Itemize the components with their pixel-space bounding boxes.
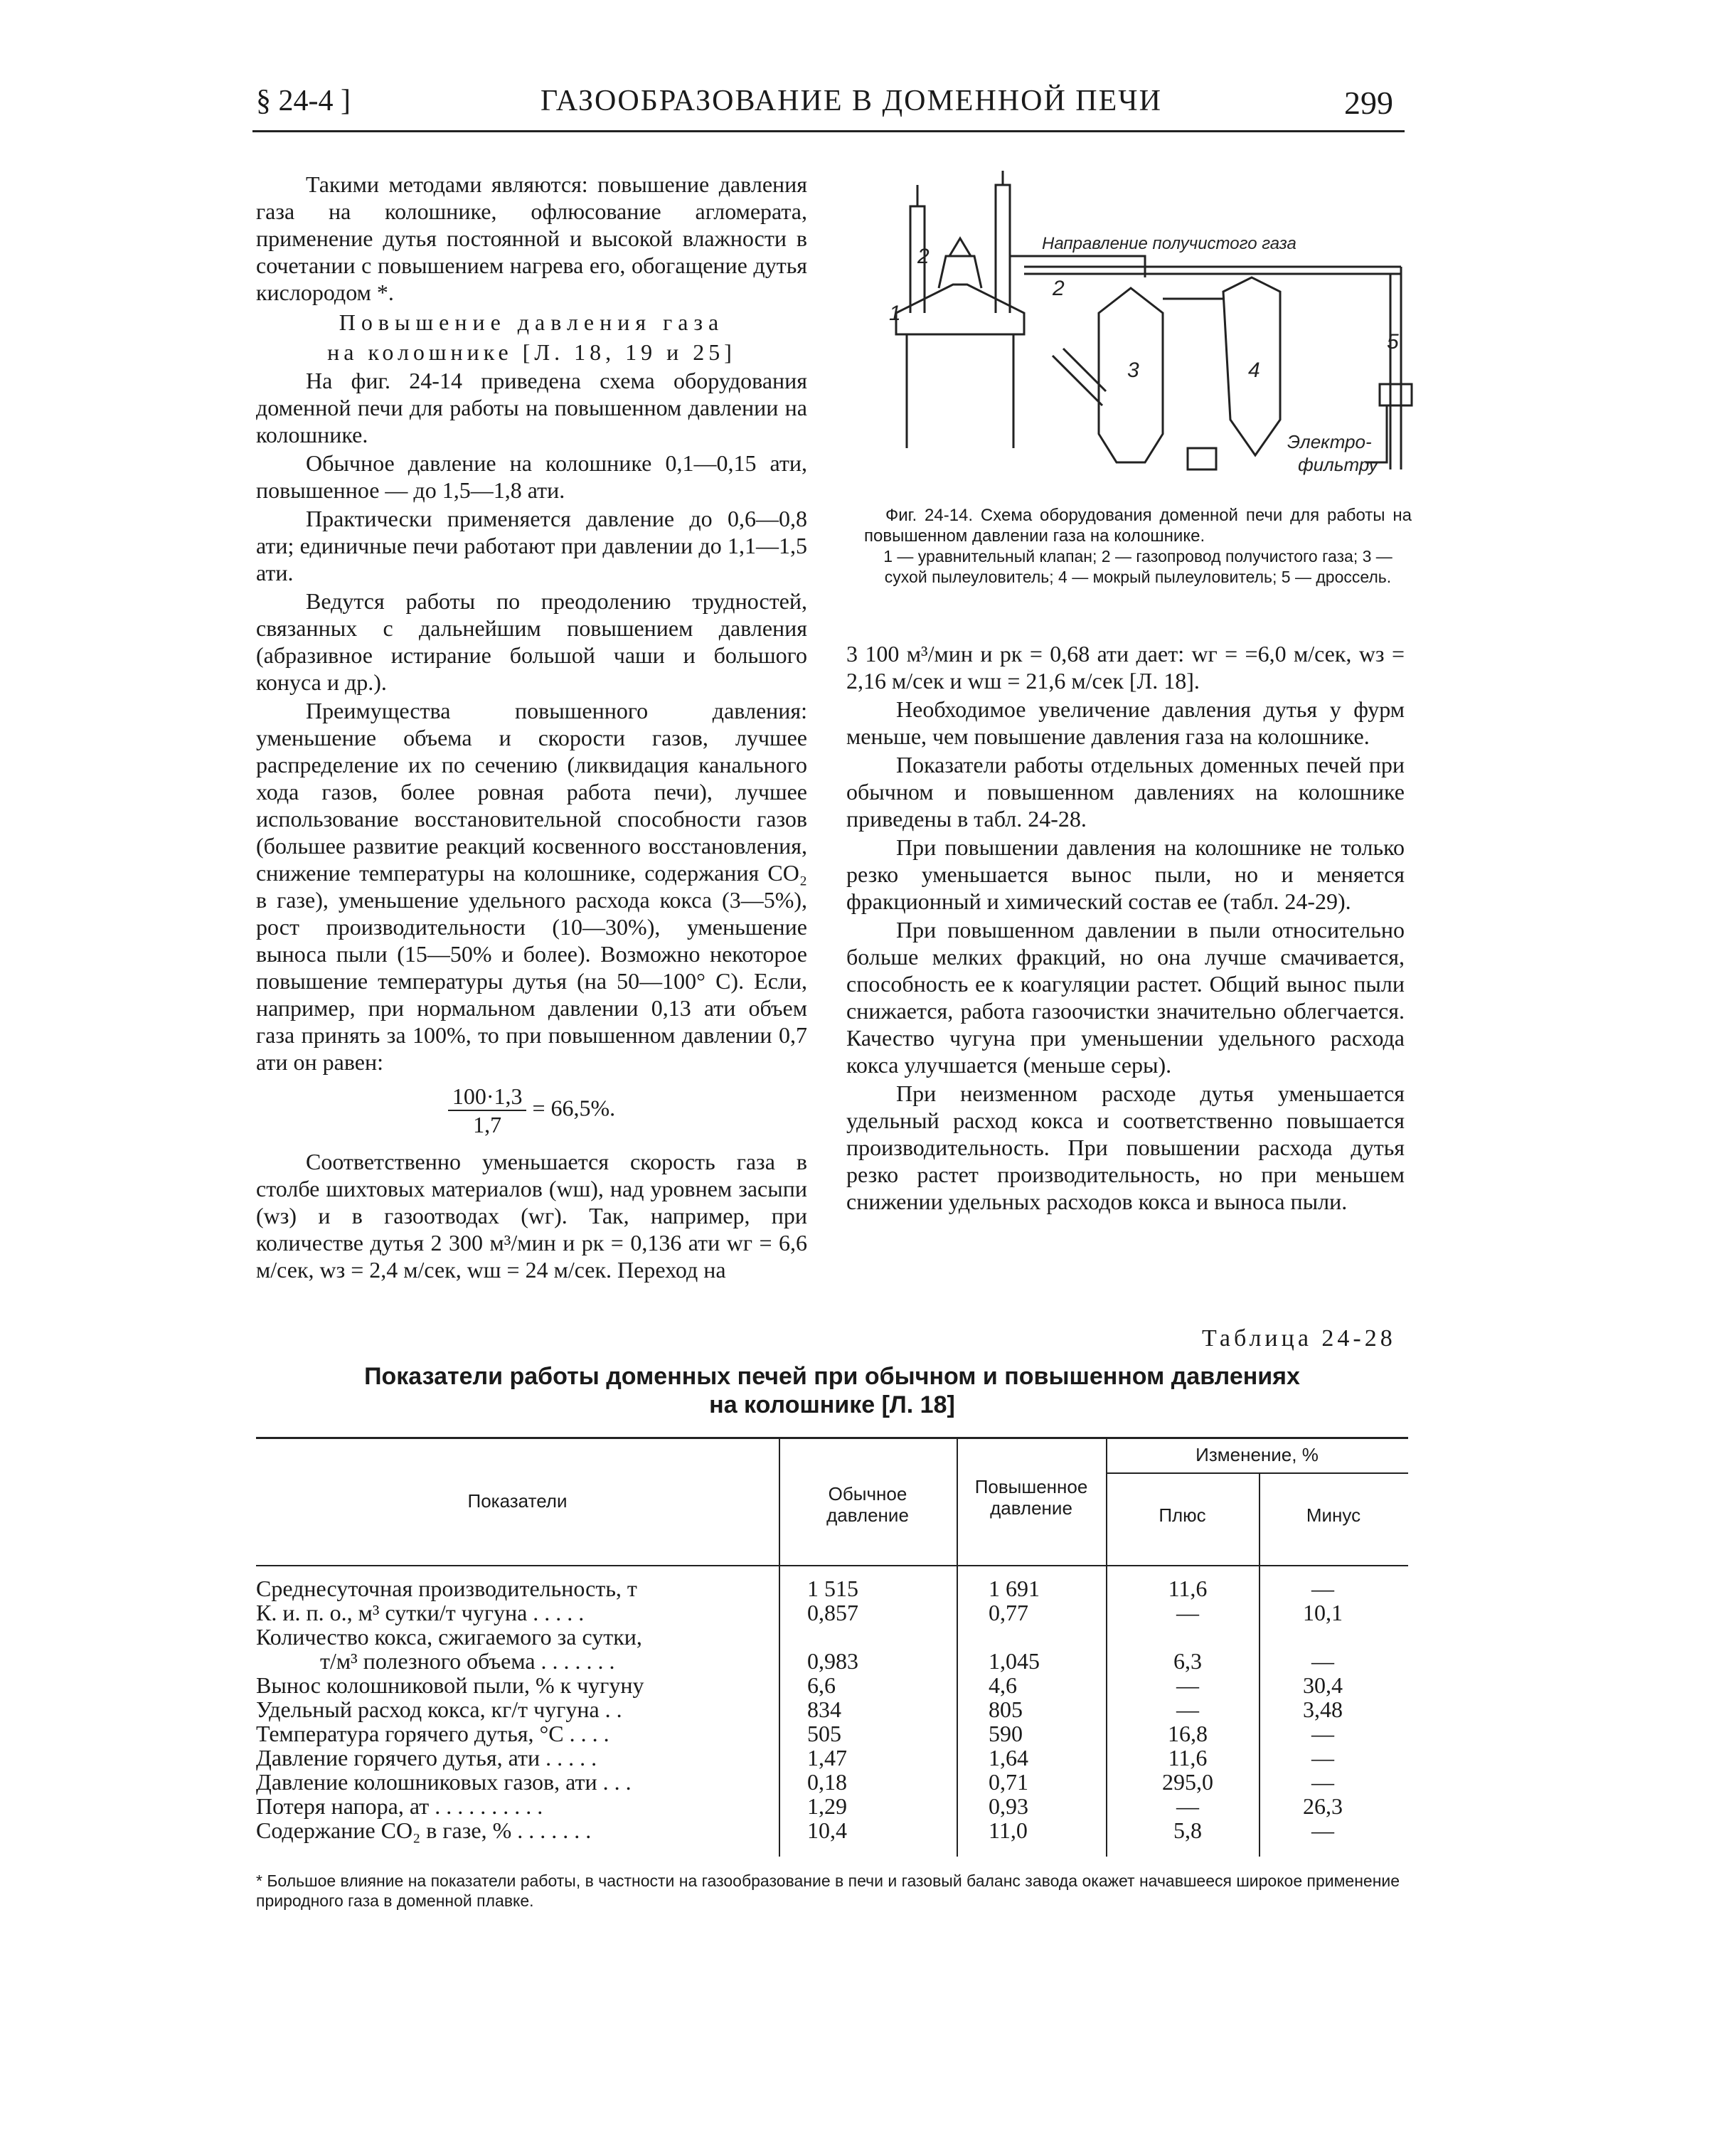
header-change: Изменение, % [1196,1444,1319,1465]
table-row [256,1817,1408,1843]
table-title-line-2: на колошнике [Л. 18] [709,1391,955,1418]
formula-numerator: 100·1,3 [448,1083,527,1111]
cell-raised: 4,6 [989,1672,1017,1698]
cell-plus: 5,8 [1173,1817,1202,1843]
cell-normal: 6,6 [807,1672,836,1698]
label-5: 5 [1387,330,1399,354]
furnace-top [896,285,1024,334]
page-number: 299 [1344,85,1393,121]
header-normal-line-2: давление [826,1504,909,1526]
fraction [448,1083,527,1138]
cell-raised: 0,93 [989,1793,1028,1819]
cell-indicator: К. и. п. о., м³ сутки/т чугуна . . . . . [256,1600,585,1625]
cell-normal: 0,18 [807,1769,847,1795]
paragraph: Такими методами являются: повышение давления газа на колошнике, офлюсование агломерата, применение дутья постоянной и высокой влажности в сочетании с повышением нагрева его, обогащение дутья кислородом *. [256,171,807,305]
paragraph: На фиг. 24-14 приведена схема оборудования доменной печи для работы на повышенном давлении на колошнике. [256,368,807,447]
cell-raised: 1,64 [989,1745,1028,1771]
table-row [256,1672,1408,1698]
cell-raised: 1,045 [989,1648,1040,1674]
header-plus: Плюс [1159,1504,1206,1526]
formula [256,1083,807,1138]
cell-indicator: Количество кокса, сжигаемого за сутки, [256,1624,642,1650]
cell-raised: 0,77 [989,1600,1028,1625]
pump [1188,448,1216,469]
cell-indicator: Вынос колошниковой пыли, % к чугуну [256,1672,644,1698]
caption-legend: 1 — уравнительный клапан; 2 — газопровод получистого газа; 3 — сухой пылеуловитель; 4 — мокрый пылеуловитель; 5 — дроссель. [883,547,1392,586]
electrofilter-label-2: фильтру [1298,454,1378,475]
gas-main-2 [1024,267,1401,274]
cell-plus: 6,3 [1173,1648,1202,1674]
table-title [256,1362,1408,1419]
paragraph: Обычное давление на колошнике 0,1—0,15 ати, повышенное — до 1,5—1,8 ати. [256,450,807,503]
table-row [256,1721,1408,1746]
paragraph: При повышении давления на колошнике не только резко уменьшается вынос пыли, но и меняется фракционный и химический состав ее (табл. 24-29). [846,834,1405,914]
uptake-right [996,185,1010,313]
header-indicator: Показатели [467,1490,568,1512]
electrofilter-label-1: Электро- [1287,431,1372,452]
paragraph: Преимущества повышенного давления: уменьшение объема и скорости газов, лучшее распределение их по сечению (ликвидация канального хода газов, более ровная работа печи), лучшее использование восстановительной способности газов (большее развитие реакций косвенного восстановления, снижение температуры на колошнике, содержания CO₂ в газе), уменьшение удельного расхода кокса (3—5%), рост производительности (10—30%), уменьшение выноса пыли (15—50% и более). Возможно некоторое повышение температуры дутья (на 50—100° С). Если, например, при нормальном давлении 0,13 ати объем газа принять за 100%, то при повышенном давлении 0,7 ати он равен: [256,698,807,1075]
cell-normal: 1,29 [807,1793,847,1819]
section-number: § 24-4 ] [256,85,351,117]
label-2b: 2 [1053,277,1065,300]
cell-minus: 30,4 [1303,1672,1343,1698]
subsection-title-line-2: на колошнике [Л. 18, 19 и 25] [327,339,736,365]
cell-indicator: Содержание CO₂ в газе, % . . . . . . . [256,1817,592,1843]
cell-minus: 3,48 [1303,1697,1343,1722]
header-raised-line-1: Повышенное [974,1476,1088,1497]
figure-caption [864,505,1412,588]
header-raised-line-2: давление [990,1497,1072,1519]
throttle [1380,384,1412,405]
cell-plus: 11,6 [1168,1576,1208,1601]
cell-normal: 1,47 [807,1745,847,1771]
cell-plus: — [1176,1600,1199,1625]
caption-title: Фиг. 24-14. Схема оборудования доменной печи для работы на повышенном давлении газа на колошнике. [864,506,1412,546]
figure-24-14 [889,171,1415,505]
cell-plus: — [1176,1793,1199,1819]
cell-normal: 505 [807,1721,841,1746]
cell-normal: 1 515 [807,1576,858,1601]
table-row [256,1697,1408,1722]
cell-minus: — [1311,1648,1334,1674]
cell-indicator: т/м³ полезного объема . . . . . . . [320,1648,615,1674]
footnote: * Большое влияние на показатели работы, в частности на газообразование в печи и газовый баланс завода окажет начавшееся широкое применение природного газа в доменной плавке. [256,1872,1400,1910]
label-2: 2 [917,245,930,268]
cell-plus: 295,0 [1162,1769,1213,1795]
cell-plus: — [1176,1672,1199,1698]
paragraph: Показатели работы отдельных доменных печей при обычном и повышенном давлениях на колошнике приведены в табл. 24-28. [846,752,1405,832]
cell-indicator: Среднесуточная производительность, т [256,1576,637,1601]
cell-indicator: Давление колошниковых газов, ати . . . [256,1769,632,1795]
paragraph: При неизменном расходе дутья уменьшается удельный расход кокса и соответственно повышается производительность. При повышении расхода дутья резко растет производительность, но при меньшем снижении удельных расходов кокса и выноса пыли. [846,1081,1405,1214]
table-row [256,1769,1408,1795]
label-4: 4 [1248,359,1260,382]
subsection-title-line-1: Повышение давления газа [339,309,725,335]
cell-normal: 10,4 [807,1817,847,1843]
cell-normal: 834 [807,1697,841,1722]
table-row [256,1576,1408,1601]
paragraph: Ведутся работы по преодолению трудностей, связанных с дальнейшим повышением давления (абразивное истирание большой чаши и большого конуса и др.). [256,588,807,695]
header-normal-line-1: Обычное [828,1483,907,1504]
cell-minus: — [1311,1745,1334,1771]
gas-riser [1390,267,1401,469]
label-3: 3 [1127,359,1139,382]
header-rule [252,130,1405,132]
left-column [256,171,807,1285]
charging-apparatus [939,256,981,288]
cell-normal: 0,857 [807,1600,858,1625]
cell-minus: 26,3 [1303,1793,1343,1819]
cell-raised: 1 691 [989,1576,1040,1601]
header-raised [957,1476,1106,1519]
cell-minus: — [1311,1817,1334,1843]
direction-label: Направление получистого газа [1042,234,1296,253]
table-row [256,1648,1408,1674]
table-top-rule [256,1437,1408,1439]
cell-plus: — [1176,1697,1199,1722]
furnace-shaft [907,334,1013,448]
header-normal [779,1483,957,1526]
cell-raised: 0,71 [989,1769,1028,1795]
table-header-rule [256,1565,1408,1566]
right-column [846,640,1405,1216]
cell-indicator: Температура горячего дутья, °С . . . . [256,1721,609,1746]
cell-minus: — [1311,1721,1334,1746]
bleeder [917,171,1003,206]
table-title-line-1: Показатели работы доменных печей при обычном и повышенном давлениях [364,1363,1300,1390]
table-row [256,1745,1408,1771]
cell-indicator: Потеря напора, ат . . . . . . . . . . [256,1793,543,1819]
cell-raised: 11,0 [989,1817,1028,1843]
running-title: ГАЗООБРАЗОВАНИЕ В ДОМЕННОЙ ПЕЧИ [540,85,1162,117]
table-row [256,1793,1408,1819]
cell-indicator: Удельный расход кокса, кг/т чугуна . . [256,1697,622,1722]
blast-furnace-diagram [889,171,1415,505]
cell-minus: — [1311,1576,1334,1601]
cell-raised: 590 [989,1721,1023,1746]
paragraph: 3 100 м³/мин и pк = 0,68 ати дает: wг = =6,0 м/сек, wз = 2,16 м/сек и wш = 21,6 м/сек [Л. 18]. [846,641,1405,694]
formula-result: = 66,5%. [532,1095,616,1121]
paragraph: Необходимое увеличение давления дутья у фурм меньше, чем повышение давления газа на колошнике. [846,696,1405,749]
cell-raised: 805 [989,1697,1023,1722]
cell-plus: 16,8 [1168,1721,1208,1746]
table-change-rule [1106,1472,1408,1474]
cell-indicator: Давление горячего дутья, ати . . . . . [256,1745,597,1771]
cell-plus: 11,6 [1168,1745,1208,1771]
paragraph: Практически применяется давление до 0,6—0,8 ати; единичные печи работают при давлении до 1,1—1,5 ати. [256,506,807,585]
cell-normal: 0,983 [807,1648,858,1674]
table-row [256,1600,1408,1625]
header-minus: Минус [1306,1504,1361,1526]
cone [949,238,971,256]
paragraph: При повышенном давлении в пыли относительно больше мелких фракций, но она лучше смачивается, способность ее к коагуляции растет. Общий вынос пыли снижается, работа газоочистки значительно облегчается. Качество чугуна при уменьшении удельного расхода кокса улучшается (меньше серы). [846,917,1405,1078]
cell-minus: 10,1 [1303,1600,1343,1625]
formula-denominator: 1,7 [473,1112,502,1137]
table-row [256,1624,1408,1650]
table-24-28 [256,1437,1408,1857]
paragraph: Соответственно уменьшается скорость газа в столбе шихтовых материалов (wш), над уровнем засыпи (wз) и в газоотводах (wг). Так, например, при количестве дутья 2 300 м³/мин и pк = 0,136 ати wг = 6,6 м/сек, wз = 2,4 м/сек, wш = 24 м/сек. Переход на [256,1149,807,1283]
label-1: 1 [889,302,901,325]
cell-minus: — [1311,1769,1334,1795]
table-number: Таблица 24-28 [1202,1325,1396,1352]
